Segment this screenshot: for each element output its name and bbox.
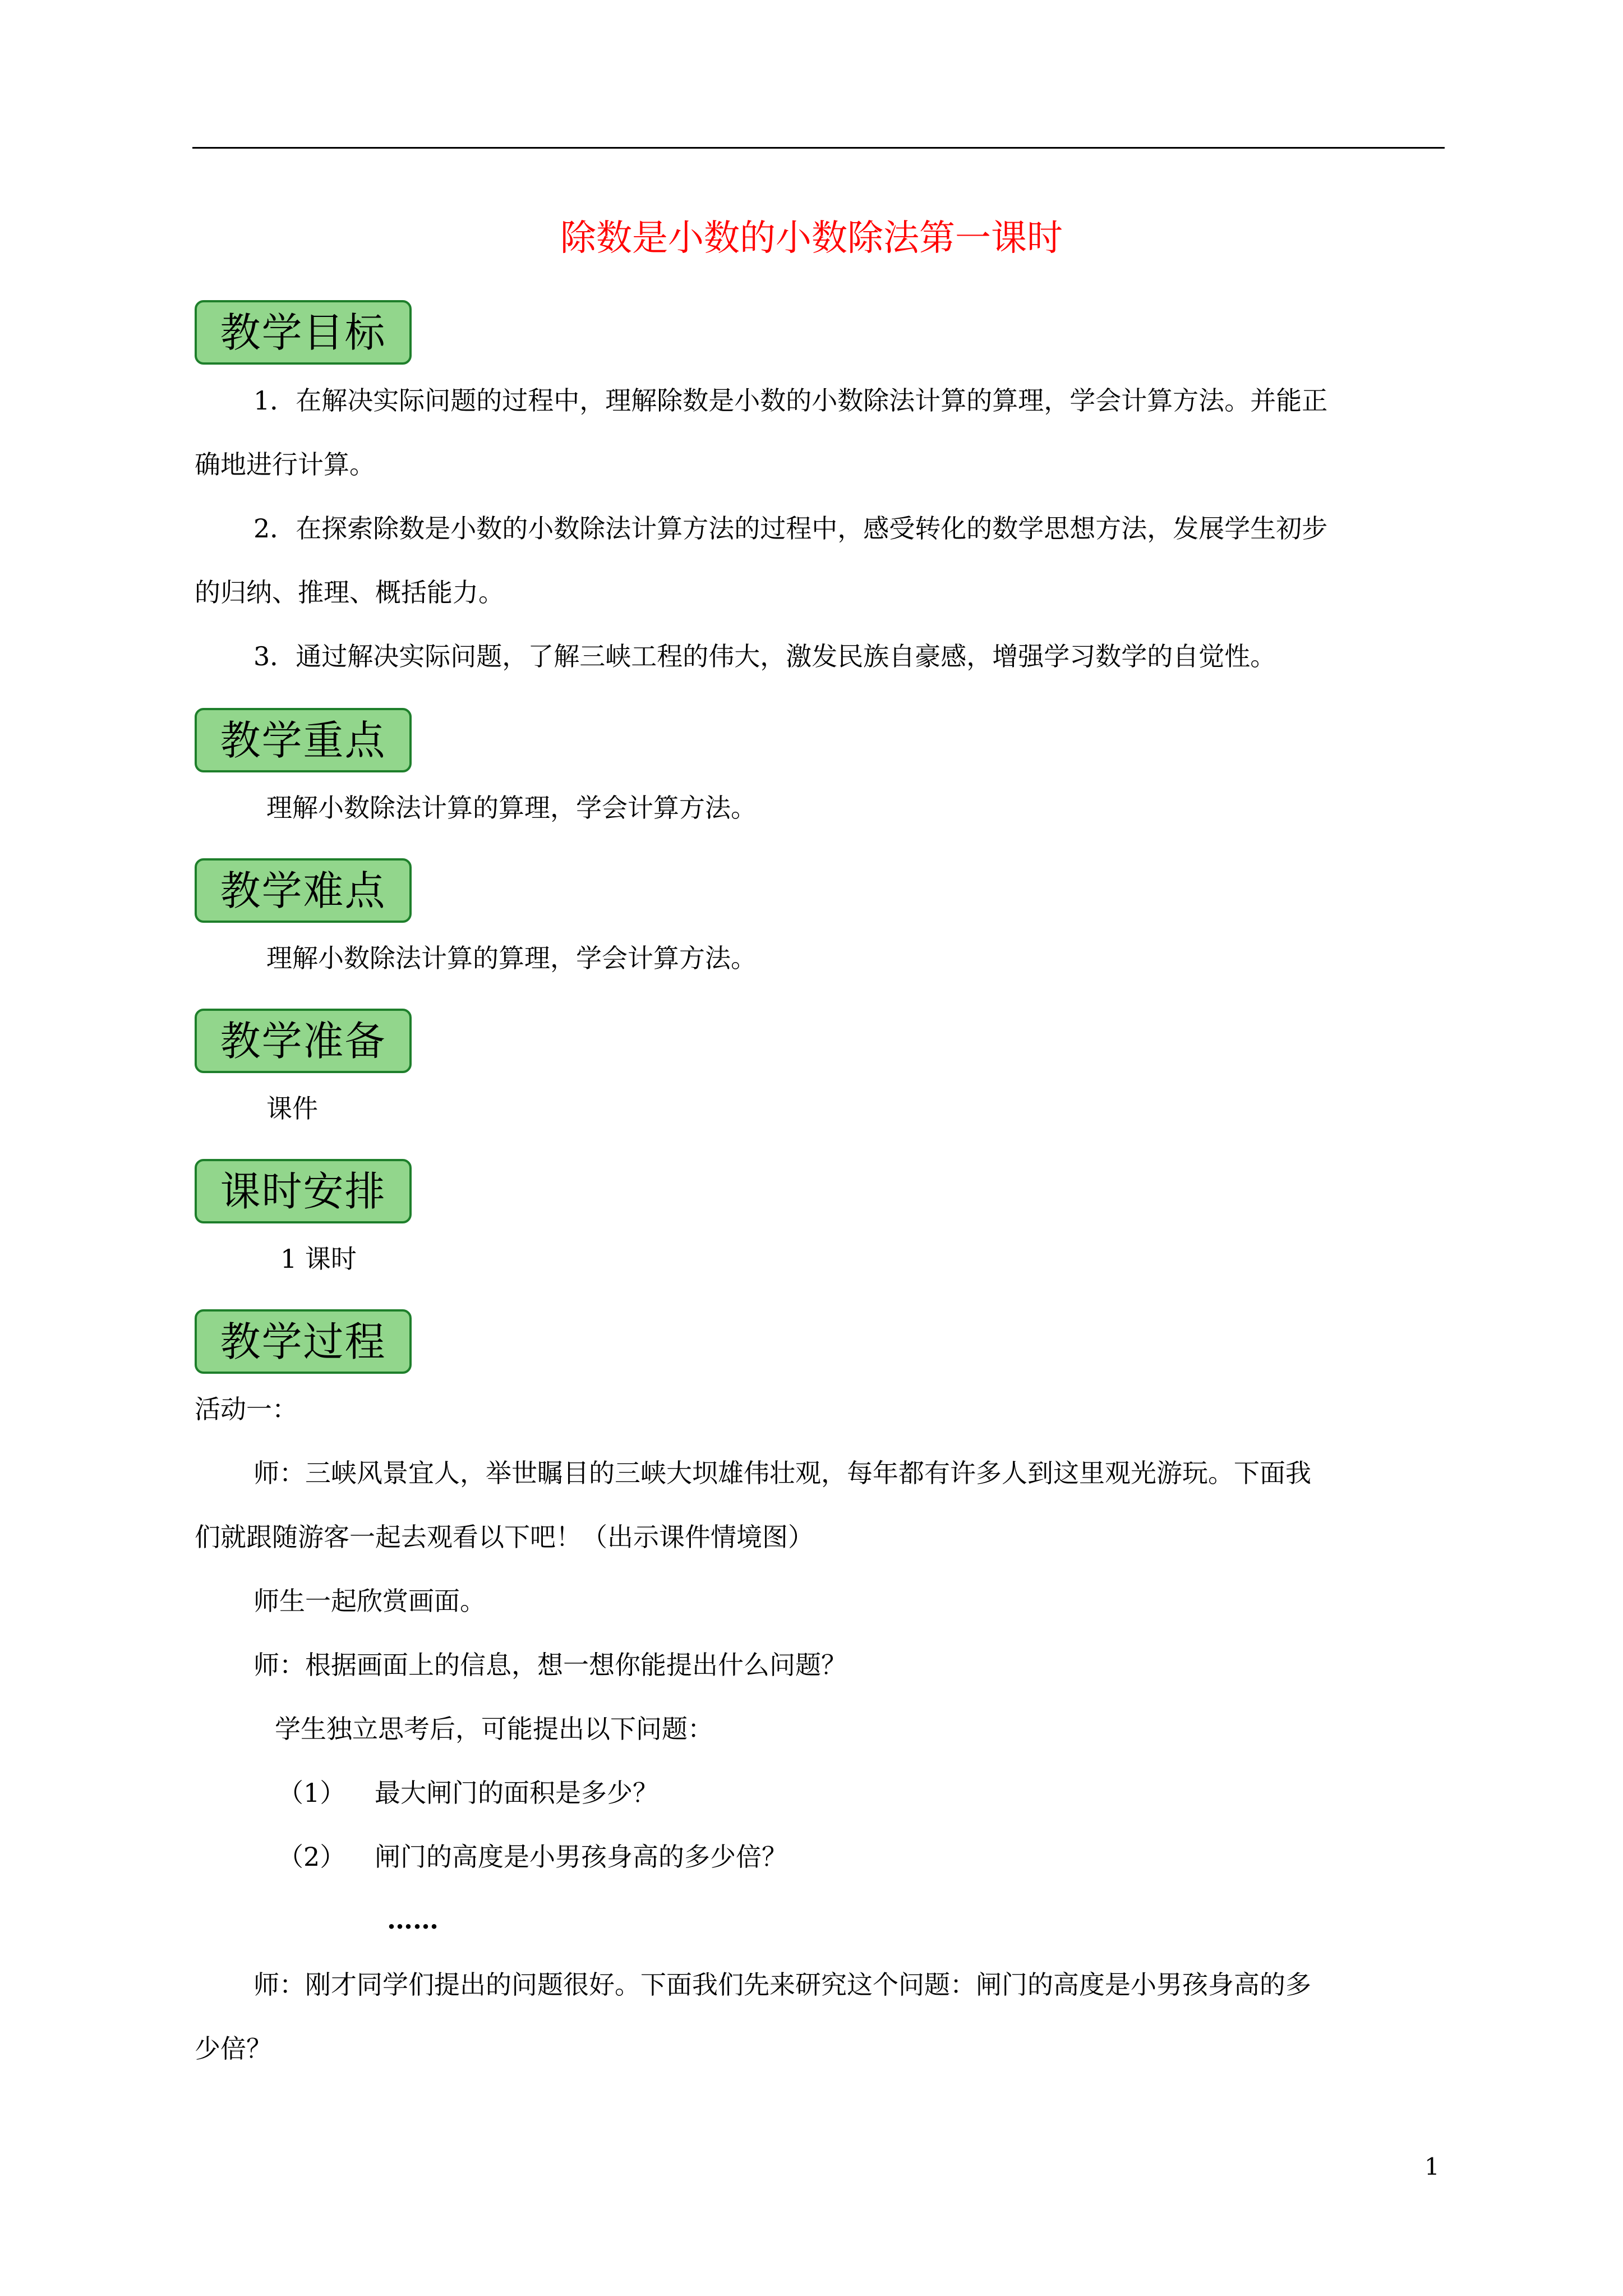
heading-preparation-label: 教学准备 [220, 1017, 386, 1065]
question-1-text: 最大闸门的面积是多少？ [375, 1778, 658, 1808]
page-number: 1 [1424, 2153, 1440, 2180]
heading-key-points [195, 708, 412, 772]
heading-objectives-label: 教学目标 [220, 309, 386, 356]
heading-difficulties [195, 858, 412, 923]
difficulties-text: 理解小数除法计算的算理，学会计算方法。 [266, 943, 757, 973]
heading-objectives [195, 300, 412, 365]
activity-label: 活动一： [195, 1394, 298, 1424]
heading-process-label: 教学过程 [220, 1318, 386, 1365]
heading-process [195, 1309, 412, 1374]
objective-1-line-1: 1．在解决实际问题的过程中，理解除数是小数的小数除法计算的算理，学会计算方法。并能正 [253, 385, 1328, 416]
students-think-text: 学生独立思考后，可能提出以下问题： [275, 1714, 713, 1744]
appreciate-text: 师生一起欣赏画面。 [253, 1586, 486, 1616]
objective-2-line-1: 2．在探索除数是小数的小数除法计算方法的过程中，感受转化的数学思想方法，发展学生初步 [253, 513, 1328, 544]
objective-3-line-1: 3．通过解决实际问题，了解三峡工程的伟大，激发民族自豪感，增强学习数学的自觉性。 [253, 641, 1276, 671]
heading-preparation [195, 1009, 412, 1073]
objective-1-line-2: 确地进行计算。 [195, 449, 375, 480]
preparation-text: 课件 [266, 1093, 318, 1124]
heading-schedule-label: 课时安排 [220, 1167, 386, 1215]
question-2-number: （2） [278, 1842, 346, 1872]
ellipsis: …… [387, 1904, 439, 1935]
key-points-text: 理解小数除法计算的算理，学会计算方法。 [266, 793, 757, 823]
header-rule [192, 147, 1445, 149]
question-2-text: 闸门的高度是小男孩身高的多少倍？ [375, 1842, 787, 1872]
teacher-research-line-2: 少倍？ [195, 2033, 272, 2064]
question-1-number: （1） [278, 1778, 346, 1808]
heading-difficulties-label: 教学难点 [220, 867, 386, 914]
schedule-text: 1 课时 [280, 1244, 357, 1274]
objective-2-line-2: 的归纳、推理、概括能力。 [195, 577, 504, 608]
teacher-research-line-1: 师：刚才同学们提出的问题很好。下面我们先来研究这个问题：闸门的高度是小男孩身高的多 [253, 1970, 1311, 2000]
heading-schedule [195, 1159, 412, 1223]
teacher-question-text: 师：根据画面上的信息，想一想你能提出什么问题？ [253, 1650, 847, 1680]
document-title: 除数是小数的小数除法第一课时 [560, 218, 1063, 259]
teacher-intro-line-1: 师：三峡风景宜人，举世瞩目的三峡大坝雄伟壮观，每年都有许多人到这里观光游玩。下面我 [253, 1458, 1311, 1488]
heading-key-points-label: 教学重点 [220, 716, 386, 764]
teacher-intro-line-2: 们就跟随游客一起去观看以下吧！（出示课件情境图） [195, 1522, 814, 1552]
